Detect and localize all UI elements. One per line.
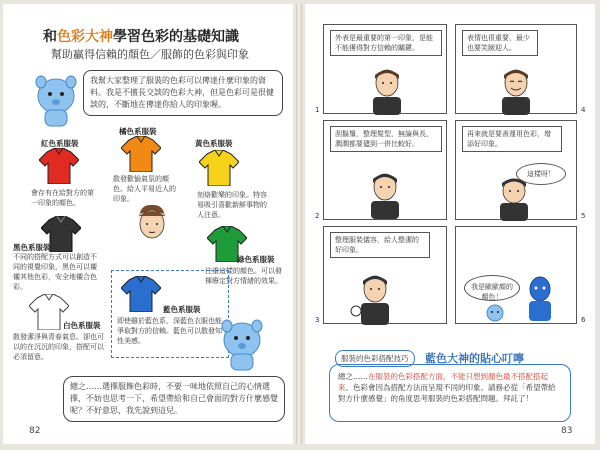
shirt-desc-black: 不同的搭配方式可以創造不同的視覺印象，黑色可以襯襯其他色彩，安全地襯合色彩。 (13, 253, 97, 291)
tips-highlight: 在服裝的色彩搭配方面，不能只想到顏色最不搭配搭起來 (338, 372, 548, 392)
tips-body: 。色彩會因為搭配方法而呈現不同的印象。請務必從「希望帶給對方什麼感覺」的角度思考服裝的色彩搭配問題。拜託了！ (338, 383, 556, 403)
panel-caption: 外表是最重要的第一印象，是能不能獲得對方信賴的關鍵。 (330, 30, 442, 56)
panel-caption: 再來就是要善運用色彩，增添好印象。 (462, 126, 562, 152)
comic-panel-6 (455, 226, 577, 324)
comic-panel-4 (455, 24, 577, 114)
shirt-title-blue: 藍色系服裝 (163, 305, 201, 314)
shirt-title-orange: 橘色系服裝 (119, 127, 157, 136)
page-title (43, 26, 239, 46)
shirt-title-black: 黑色系服裝 (13, 243, 51, 252)
man-portrait-icon (370, 67, 404, 115)
page-subtitle: 幫助贏得信賴的顏色／服飾的色彩與印象 (51, 48, 249, 61)
panel-number: 3 (315, 316, 320, 324)
title-highlight: 色彩大神 (57, 29, 113, 45)
tips-title: 藍色大神的貼心叮嚀 (425, 352, 524, 365)
shirt-desc-white: 散發潔淨與青春氣息。卻也可以的在沉沉的印象，搭配可以必須留意。 (13, 333, 104, 361)
panel-caption: 整理服裝儀容，給人整潔的好印象。 (330, 232, 430, 258)
left-page (3, 4, 293, 444)
panel-number: 4 (581, 106, 586, 114)
panel-number: 6 (581, 316, 586, 324)
blue-mascot-icon (484, 301, 506, 323)
comic-panel-1 (323, 24, 447, 114)
blue-mascot-icon (217, 314, 267, 374)
speech-bubble: 這樣呀！ (516, 163, 566, 185)
yellow-shirt-icon (199, 150, 239, 186)
comic-panel-2 (323, 120, 447, 220)
man-face-icon (135, 204, 169, 242)
speech-bubble: 我是歐歐顏的顏色！ (464, 275, 520, 301)
shirt-desc-orange: 散發歡愉氣氛的顏色。給人平易近人的印象。 (113, 175, 176, 203)
title-prefix: 和 (43, 29, 57, 45)
page-number: 82 (29, 426, 41, 436)
shirt-desc-green: 注重這樣的顏色。可以發揮療定對方情緒的效果。 (205, 267, 282, 285)
intro-speech-bubble: 我幫大家整理了服裝的色彩可以傳達什麼印象的資料。我是不擅長交談的色彩大神，但是色彩可是很健談的，不斷地在傳達你給人的印象喔。 (83, 70, 283, 116)
shirt-title-yellow: 黃色系服裝 (195, 139, 233, 148)
panel-number: 2 (315, 212, 320, 220)
comic-panel-3 (323, 226, 447, 324)
panel-caption: 刮鬍鬚，整理髮型，無論與長，澗澗都要儘到一併比較好。 (330, 126, 442, 152)
tips-prefix: 總之…… (338, 372, 368, 381)
right-page (305, 4, 595, 444)
book-fold (296, 4, 302, 444)
shirt-desc-red: 會存有在給對方的第一印象的顏色。 (31, 189, 94, 207)
shirt-title-white: 白色系服裝 (63, 321, 101, 330)
tips-label: 服裝的色彩搭配技巧 (335, 350, 415, 367)
panel-number: 1 (315, 106, 320, 114)
shirt-desc-blue: 即使雖於藍色系，深藍色衣服也能爭取對方的信賴。藍色可以散發知性美感。 (117, 317, 222, 345)
panel-caption: 表情也很重要，最少也要笑臉迎人。 (462, 30, 538, 56)
page-number: 83 (561, 426, 573, 436)
shirt-desc-yellow: 刻烙歡樂的印象。特容易吸引喜歡新鮮事物的人注意。 (197, 191, 267, 219)
smiling-man-icon (498, 67, 534, 115)
man-portrait-icon (350, 273, 400, 325)
blue-shirt-icon (121, 276, 161, 312)
blue-mascot-icon (31, 70, 81, 128)
tips-box (329, 364, 571, 422)
closing-speech-bubble: 總之……選擇服飾色彩時，不要一味地依照自己的心情選擇，不妨也思考一下，希望帶給和自己會面的對方什麼感覺呢？不好意思，我先說到這兒。 (63, 376, 285, 422)
comic-panel-5 (455, 120, 577, 220)
man-portrait-icon (496, 177, 532, 221)
blue-god-icon (526, 275, 554, 321)
panel-number: 5 (581, 212, 586, 220)
title-suffix: 學習色彩的基礎知識 (113, 29, 239, 45)
man-portrait-icon (368, 171, 402, 219)
red-shirt-icon (39, 148, 79, 184)
shirt-title-green: 綠色系服裝 (237, 255, 275, 264)
shirt-title-red: 紅色系服裝 (41, 139, 79, 148)
orange-shirt-icon (121, 136, 161, 172)
